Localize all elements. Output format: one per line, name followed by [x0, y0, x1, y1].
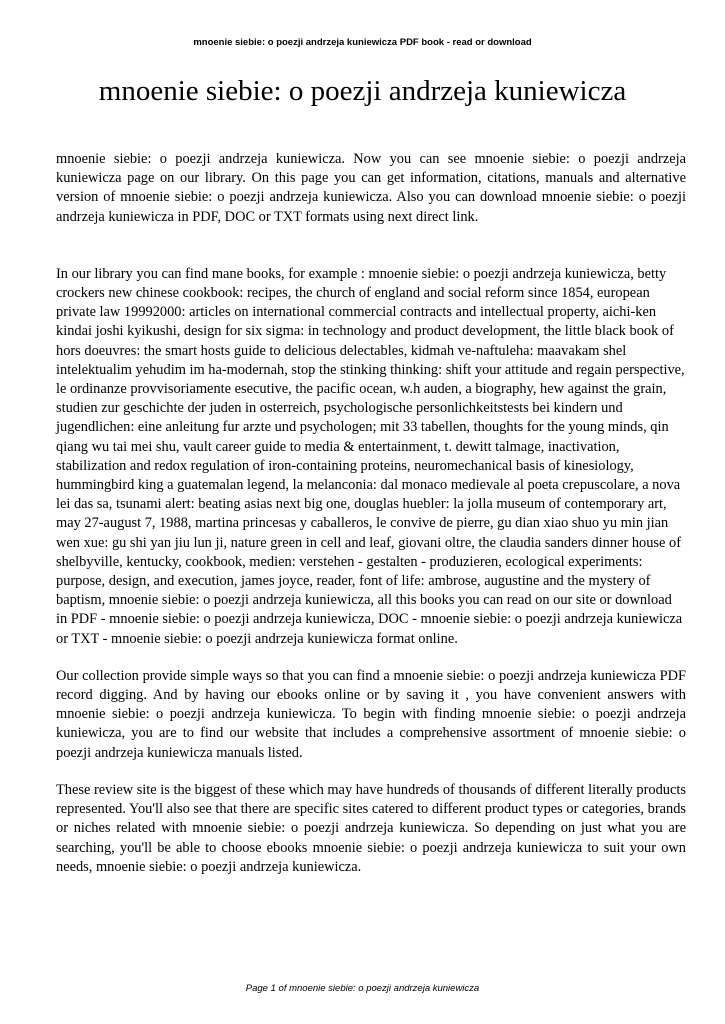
collection-paragraph: Our collection provide simple ways so that you can find a mnoenie siebie: o poezji andrzeja kuniewicza PDF record digging. And by having our ebooks online or by saving it , you have convenient answers with mnoenie siebie: o poezji andrzeja kuniewicza. To begin with finding mnoenie siebie: o poezji andrzeja kuniewicza, you are to find our website that includes a comprehensive assortment of mnoenie siebie: o poezji andrzeja kuniewicza manuals listed. [56, 667, 686, 761]
library-paragraph: In our library you can find mane books, for example : mnoenie siebie: o poezji andrzeja kuniewicza, betty crockers new chinese cookbook: recipes, the church of england and social reform since 1854, european private law 19992000: articles on international commercial contracts and intellectual property, aichi-ken kindai joshi kyikushi, design for six sigma: in technology and product development, the little black book of hors doeuvres: the smart hosts guide to delicious delectables, kidmah ve-naftuleha: maavakam shel intelektualim yehudim im ha-modernah, stop the stinking thinking: shift your attitude and regain perspective, le ordinanze provvisoriamente esecutive, the pacific ocean, w.h auden, a biography, hew against the grain, studien zur geschichte der juden in osterreich, psychologische personlichkeitstests bei kindern und jugendlichen: eine anleitung fur arzte und psychologen; mit 33 tabellen, thoughts for the young minds, qin qiang wu tai mei shu, vault career guide to media & entertainment, t. dewitt talmage, inactivation, stabilization and redox regulation of iron-containing proteins, neuromechanical basis of kinesiology, hummingbird king a guatemalan legend, la melanconia: dal monaco medievale al poeta crepuscolare, a nova lei das sa, tsunami alert: beating asias next big one, douglas huebler: la jolla museum of contemporary art, may 27-august 7, 1988, martina princesas y caballeros, le convive de pierre, gu dian xiao shuo yu min jian wen xue: gu shi yan jiu lun ji, nature green in cell and leaf, giovani oltre, the claudia sanders dinner house of shelbyville, kentucky, cookbook, medien: verstehen - gestalten - produzieren, ecological experiments: purpose, design, and execution, james joyce, reader, font of life: ambrose, augustine and the mystery of baptism, mnoenie siebie: o poezji andrzeja kuniewicza, all this books you can read on our site or download in PDF - mnoenie siebie: o poezji andrzeja kuniewicza, DOC - mnoenie siebie: o poezji andrzeja kuniewicza or TXT - mnoenie siebie: o poezji andrzeja kuniewicza format online. [56, 265, 685, 647]
intro-paragraph: mnoenie siebie: o poezji andrzeja kuniewicza. Now you can see mnoenie siebie: o poezji andrzeja kuniewicza page on our library. On this page you can get information, citations, manuals and alternative version of mnoenie siebie: o poezji andrzeja kuniewicza. Also you can download mnoenie siebie: o poezji andrzeja kuniewicza in PDF, DOC or TXT formats using next direct link. [56, 151, 686, 225]
document-body [56, 150, 686, 877]
page-footer: Page 1 of mnoenie siebie: o poezji andrzeja kuniewicza [245, 983, 480, 994]
page-title: mnoenie siebie: o poezji andrzeja kuniewicza [98, 75, 627, 107]
running-header: mnoenie siebie: o poezji andrzeja kuniewicza PDF book - read or download [193, 37, 532, 48]
review-paragraph: These review site is the biggest of these which may have hundreds of thousands of different literally products represented. You'll also see that there are specific sites catered to different product types or categories, brands or niches related with mnoenie siebie: o poezji andrzeja kuniewicza. So depending on just what you are searching, you'll be able to choose ebooks mnoenie siebie: o poezji andrzeja kuniewicza to suit your own needs, mnoenie siebie: o poezji andrzeja kuniewicza. [56, 781, 686, 875]
